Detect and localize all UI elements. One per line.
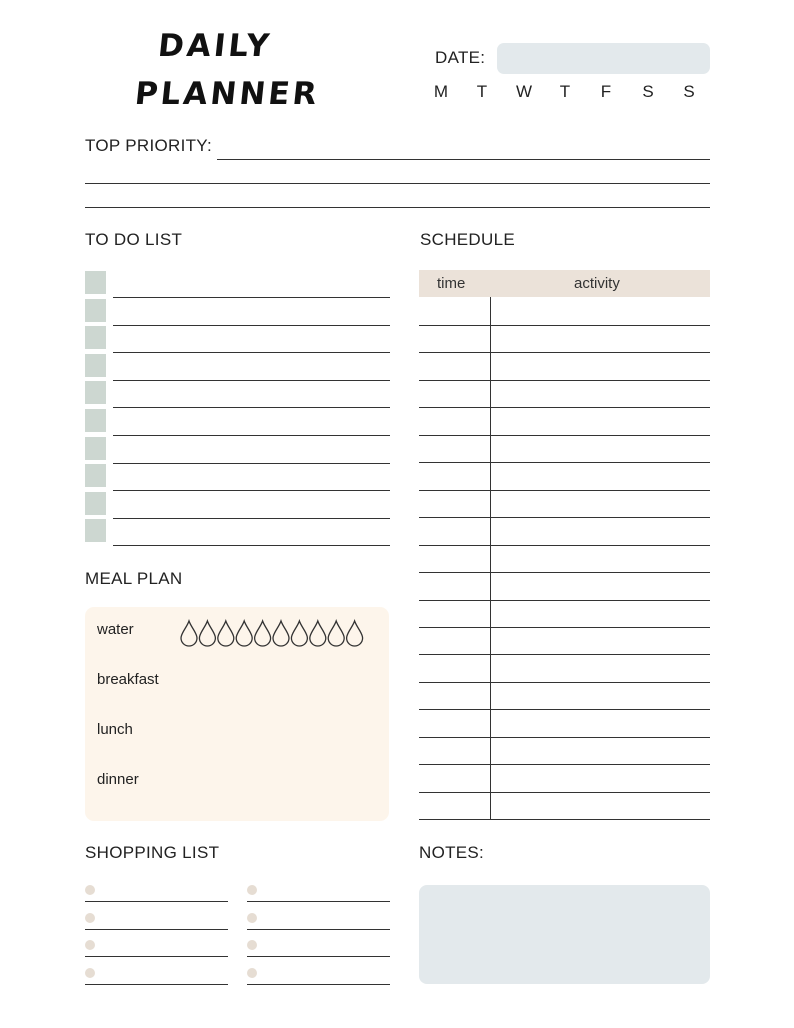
- schedule-row-line[interactable]: [419, 627, 710, 628]
- top-priority-line-2[interactable]: [85, 183, 710, 184]
- weekday-4[interactable]: F: [600, 82, 612, 101]
- todo-line[interactable]: [113, 297, 390, 298]
- schedule-row-line[interactable]: [419, 792, 710, 793]
- schedule-heading: SCHEDULE: [420, 230, 515, 249]
- todo-line[interactable]: [113, 435, 390, 436]
- water-drop-icon[interactable]: [347, 621, 363, 646]
- schedule-time-header: time: [437, 275, 466, 292]
- todo-line[interactable]: [113, 545, 390, 546]
- weekday-6[interactable]: S: [683, 82, 695, 101]
- shopping-item-line[interactable]: [247, 901, 390, 902]
- lunch-label: lunch: [97, 721, 133, 738]
- title-line-1: DAILY: [156, 28, 274, 64]
- water-drop-icon[interactable]: [236, 621, 252, 646]
- todo-line[interactable]: [113, 325, 390, 326]
- schedule-row-line[interactable]: [419, 517, 710, 518]
- water-drop-icon[interactable]: [218, 621, 234, 646]
- water-drop-icon[interactable]: [273, 621, 289, 646]
- schedule-row-line[interactable]: [419, 352, 710, 353]
- schedule-row-line[interactable]: [419, 545, 710, 546]
- todo-line[interactable]: [113, 380, 390, 381]
- schedule-row-line[interactable]: [419, 654, 710, 655]
- bullet-icon: [85, 968, 95, 978]
- water-drop-icon[interactable]: [181, 621, 197, 646]
- breakfast-label: breakfast: [97, 671, 159, 688]
- notes-box[interactable]: [419, 885, 710, 984]
- shopping-item-line[interactable]: [247, 956, 390, 957]
- schedule-column-divider: [490, 297, 491, 820]
- shopping-item-line[interactable]: [85, 929, 228, 930]
- bullet-icon: [247, 968, 257, 978]
- shopping-item-line[interactable]: [85, 901, 228, 902]
- water-drops: [180, 619, 370, 649]
- todo-line[interactable]: [113, 518, 390, 519]
- schedule-row-line[interactable]: [419, 490, 710, 491]
- schedule-row-line[interactable]: [419, 600, 710, 601]
- bullet-icon: [85, 940, 95, 950]
- schedule-row-line[interactable]: [419, 572, 710, 573]
- water-drop-icon[interactable]: [199, 621, 215, 646]
- shopping-list-heading: SHOPPING LIST: [85, 843, 220, 862]
- todo-line[interactable]: [113, 463, 390, 464]
- notes-heading: NOTES:: [419, 843, 485, 862]
- schedule-activity-header: activity: [574, 275, 620, 292]
- schedule-row-line[interactable]: [419, 325, 710, 326]
- bullet-icon: [85, 885, 95, 895]
- todo-line[interactable]: [113, 490, 390, 491]
- todo-checkbox[interactable]: [85, 409, 106, 432]
- todo-line[interactable]: [113, 407, 390, 408]
- schedule-row-line[interactable]: [419, 380, 710, 381]
- water-drop-icon[interactable]: [310, 621, 326, 646]
- schedule-row-line[interactable]: [419, 682, 710, 683]
- water-drop-icon[interactable]: [328, 621, 344, 646]
- todo-checkbox[interactable]: [85, 326, 106, 349]
- weekday-2[interactable]: W: [515, 82, 533, 101]
- water-label: water: [97, 621, 134, 638]
- schedule-row-line[interactable]: [419, 819, 710, 820]
- schedule-row-line[interactable]: [419, 435, 710, 436]
- schedule-row-line[interactable]: [419, 462, 710, 463]
- bullet-icon: [247, 913, 257, 923]
- weekday-5[interactable]: S: [642, 82, 654, 101]
- top-priority-line-1[interactable]: [217, 159, 710, 160]
- schedule-row-line[interactable]: [419, 709, 710, 710]
- bullet-icon: [247, 940, 257, 950]
- shopping-item-line[interactable]: [85, 956, 228, 957]
- todo-checkbox[interactable]: [85, 381, 106, 404]
- weekday-1[interactable]: T: [476, 82, 488, 101]
- todo-checkbox[interactable]: [85, 437, 106, 460]
- top-priority-line-3[interactable]: [85, 207, 710, 208]
- shopping-item-line[interactable]: [85, 984, 228, 985]
- todo-checkbox[interactable]: [85, 299, 106, 322]
- water-drop-icon[interactable]: [255, 621, 271, 646]
- meal-plan-heading: MEAL PLAN: [85, 569, 183, 588]
- shopping-item-line[interactable]: [247, 929, 390, 930]
- weekday-0[interactable]: M: [433, 82, 449, 101]
- weekday-3[interactable]: T: [559, 82, 571, 101]
- water-drop-icon[interactable]: [291, 621, 307, 646]
- todo-checkbox[interactable]: [85, 354, 106, 377]
- top-priority-label: TOP PRIORITY:: [85, 136, 213, 155]
- todo-checkbox[interactable]: [85, 519, 106, 542]
- todo-line[interactable]: [113, 352, 390, 353]
- todo-heading: TO DO LIST: [85, 230, 183, 249]
- bullet-icon: [85, 913, 95, 923]
- todo-checkbox[interactable]: [85, 271, 106, 294]
- todo-checkbox[interactable]: [85, 464, 106, 487]
- todo-checkbox[interactable]: [85, 492, 106, 515]
- date-input-box[interactable]: [497, 43, 710, 74]
- schedule-row-line[interactable]: [419, 764, 710, 765]
- bullet-icon: [247, 885, 257, 895]
- dinner-label: dinner: [97, 771, 139, 788]
- schedule-row-line[interactable]: [419, 407, 710, 408]
- title-line-2: PLANNER: [133, 76, 322, 112]
- schedule-header: [419, 270, 710, 297]
- shopping-item-line[interactable]: [247, 984, 390, 985]
- date-label: DATE:: [435, 48, 486, 67]
- schedule-row-line[interactable]: [419, 737, 710, 738]
